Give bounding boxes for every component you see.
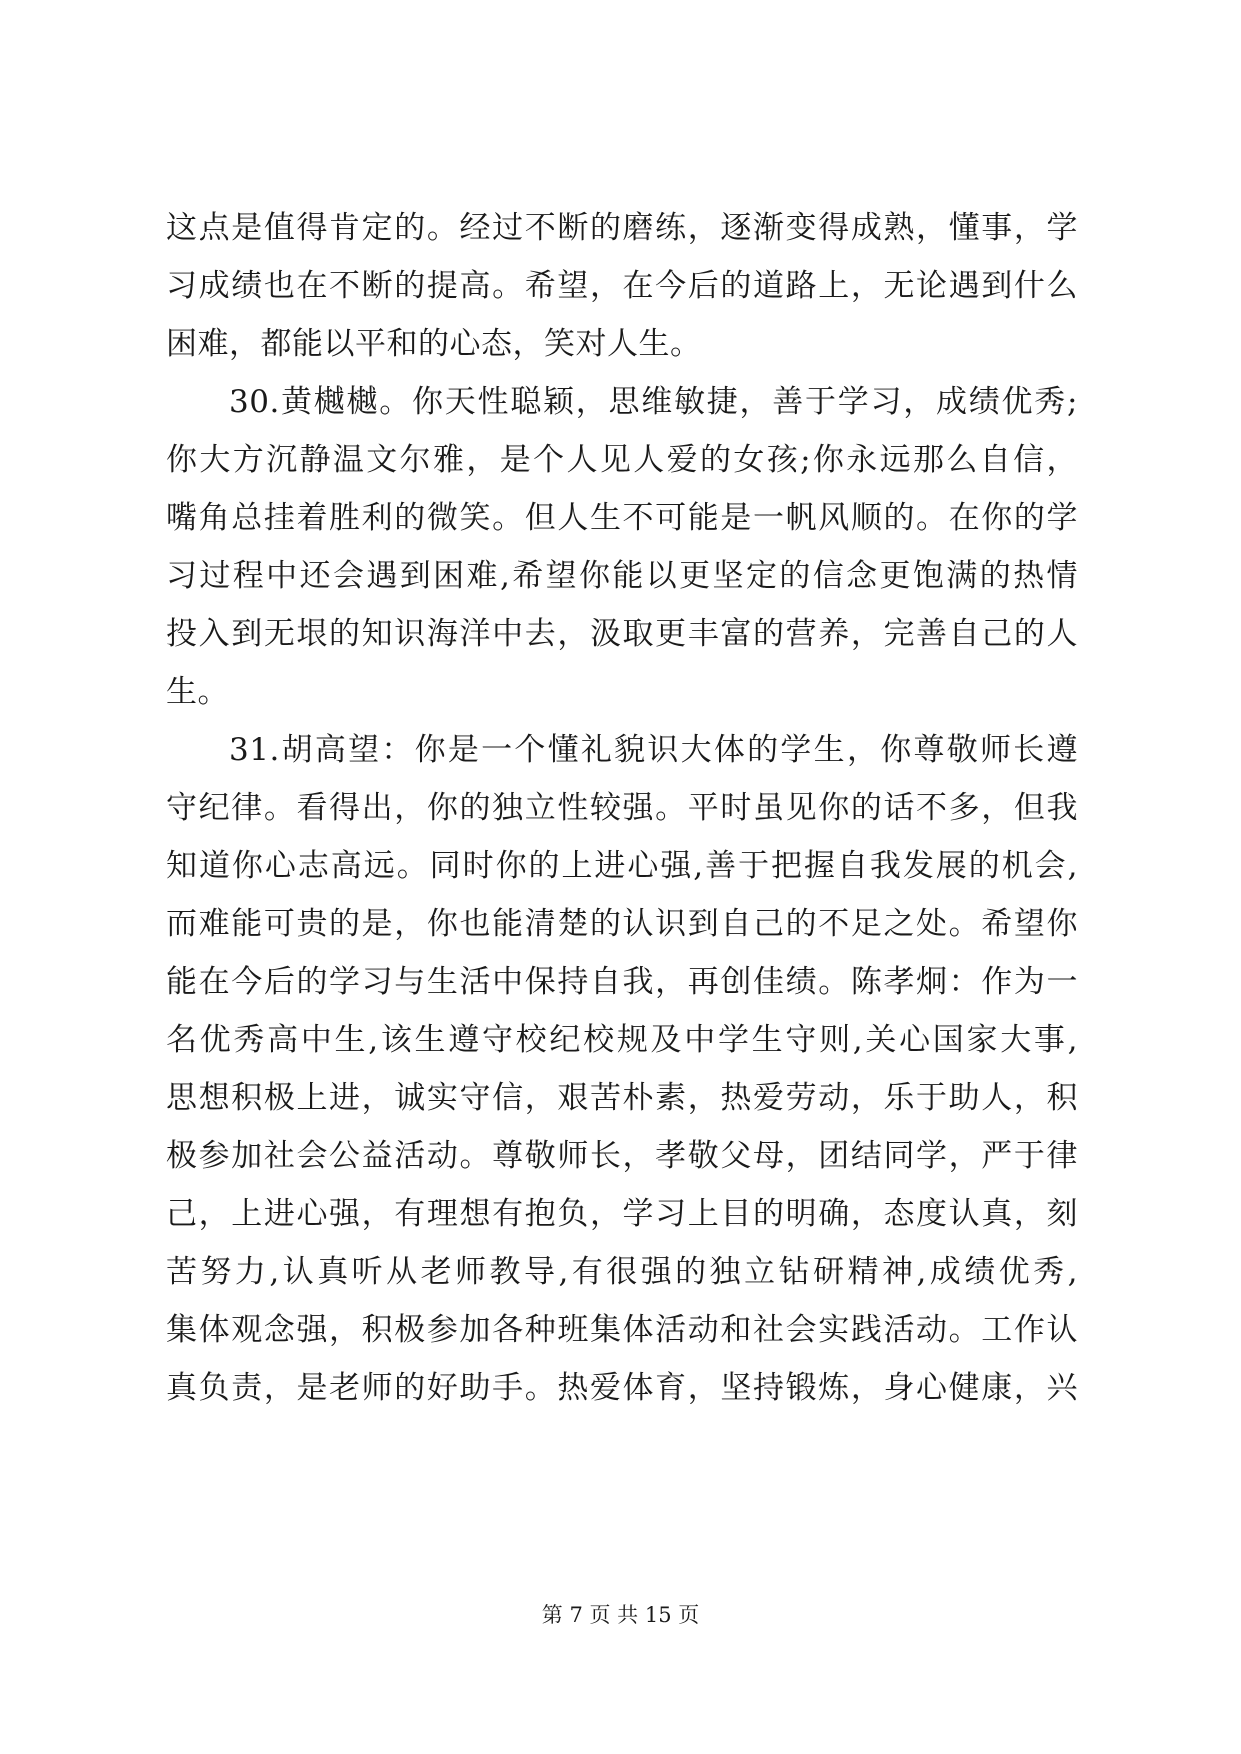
- body-text-line: 习过程中还会遇到困难,希望你能以更坚定的信念更饱满的热情: [166, 558, 1078, 594]
- body-text-line: 知道你心志高远。同时你的上进心强,善于把握自我发展的机会,: [166, 848, 1078, 884]
- body-text-line: 苦努力,认真听从老师教导,有很强的独立钻研精神,成绩优秀,: [166, 1254, 1078, 1290]
- body-text-line: 嘴角总挂着胜利的微笑。但人生不可能是一帆风顺的。在你的学: [166, 500, 1078, 536]
- page-number-footer: 第 7 页 共 15 页: [541, 1603, 700, 1627]
- body-text-line: 能在今后的学习与生活中保持自我，再创佳绩。陈孝炯：作为一: [166, 964, 1078, 1000]
- body-text-line: 困难，都能以平和的心态，笑对人生。: [166, 326, 702, 362]
- body-text-line: 思想积极上进，诚实守信，艰苦朴素，热爱劳动，乐于助人，积: [166, 1080, 1078, 1116]
- body-text-line: 习成绩也在不断的提高。希望，在今后的道路上，无论遇到什么: [166, 268, 1078, 304]
- body-text-line: 极参加社会公益活动。尊敬师长，孝敬父母，团结同学，严于律: [166, 1138, 1078, 1174]
- paragraph-start-line: 31.胡高望：你是一个懂礼貌识大体的学生，你尊敬师长遵: [229, 732, 1078, 768]
- body-text-line: 己，上进心强，有理想有抱负，学习上目的明确，态度认真，刻: [166, 1196, 1078, 1232]
- body-text-line: 而难能可贵的是，你也能清楚的认识到自己的不足之处。希望你: [166, 906, 1078, 942]
- body-text-line: 你大方沉静温文尔雅，是个人见人爱的女孩;你永远那么自信，: [166, 442, 1078, 478]
- body-text-line: 名优秀高中生,该生遵守校纪校规及中学生守则,关心国家大事,: [166, 1022, 1078, 1058]
- paragraph-start-line: 30.黄樾樾。你天性聪颖，思维敏捷，善于学习，成绩优秀;: [229, 384, 1078, 420]
- body-text-line: 投入到无垠的知识海洋中去，汲取更丰富的营养，完善自己的人: [166, 616, 1078, 652]
- body-text-line: 这点是值得肯定的。经过不断的磨练，逐渐变得成熟，懂事，学: [166, 210, 1078, 246]
- body-text-line: 真负责，是老师的好助手。热爱体育，坚持锻炼，身心健康，兴: [166, 1370, 1078, 1406]
- body-text-line: 守纪律。看得出，你的独立性较强。平时虽见你的话不多，但我: [166, 790, 1078, 826]
- body-text-line: 生。: [166, 674, 229, 710]
- body-text-line: 集体观念强，积极参加各种班集体活动和社会实践活动。工作认: [166, 1312, 1078, 1348]
